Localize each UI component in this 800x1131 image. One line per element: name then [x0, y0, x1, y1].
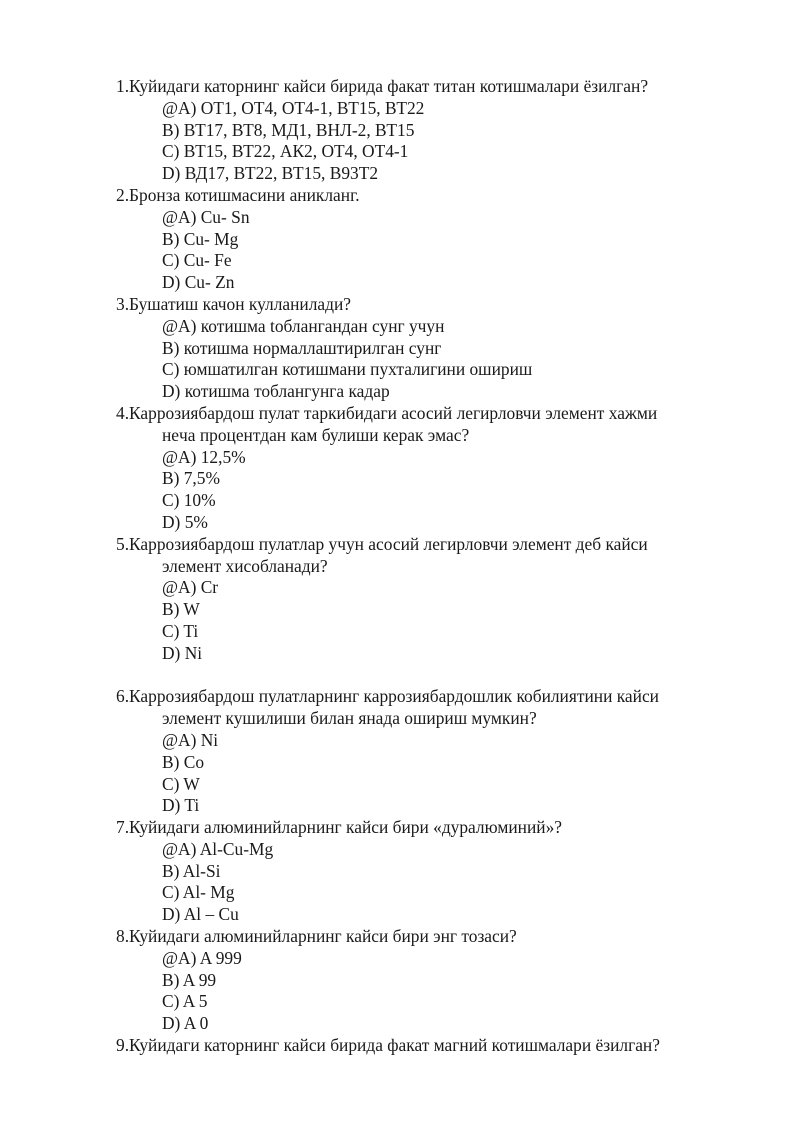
question-7	[116, 817, 756, 926]
question-text-continued: элемент хисобланади?	[162, 555, 328, 576]
question-text: 9.Куйидаги каторнинг кайси бирида факат магний котишмалари ёзилган?	[116, 1035, 660, 1056]
answer-option: @A) Al-Cu-Mg	[162, 838, 274, 859]
question-4	[116, 403, 756, 534]
answer-option: B) 7,5%	[162, 468, 220, 489]
answer-option: B) W	[162, 599, 200, 620]
question-text: 4.Каррозиябардош пулат таркибидаги асосий легирловчи элемент хажми	[116, 402, 658, 423]
question-text: 6.Каррозиябардош пулатларнинг каррозиябардошлик кобилиятини кайси	[116, 686, 659, 707]
question-5	[116, 534, 756, 665]
answer-option: B) A 99	[162, 969, 217, 990]
answer-option: C) W	[162, 773, 200, 794]
answer-option: C) юмшатилган котишмани пухталигини ошириш	[162, 359, 533, 380]
question-text-continued: элемент кушилиши билан янада ошириш мумкин?	[162, 708, 537, 729]
answer-option: D) 5%	[162, 511, 208, 532]
answer-option: D) Al – Cu	[162, 904, 239, 925]
question-text: 5.Каррозиябардош пулатлар учун асосий легирловчи элемент деб кайси	[116, 533, 648, 554]
answer-option: C) ВТ15, ВТ22, АК2, ОТ4, ОТ4-1	[162, 141, 409, 162]
answer-option: D) Ti	[162, 795, 200, 816]
answer-option: @A) Cr	[162, 577, 219, 598]
answer-option: @A) котишма toблангандан сунг учун	[162, 315, 445, 336]
question-text: 3.Бушатиш качон кулланилади?	[116, 293, 351, 314]
question-6	[116, 686, 756, 817]
answer-option: C) Cu- Fe	[162, 250, 232, 271]
answer-option: B) Cu- Mg	[162, 228, 239, 249]
question-1	[116, 76, 756, 185]
answer-option: D) котишма тоблангунга кадар	[162, 381, 390, 402]
question-text: 7.Куйидаги алюминийларнинг кайси бири «дуралюминий»?	[116, 817, 563, 838]
answer-option: C) 10%	[162, 490, 216, 511]
question-2	[116, 185, 756, 294]
answer-option: C) Ti	[162, 620, 199, 641]
question-8	[116, 926, 756, 1035]
question-text: 1.Куйидаги каторнинг кайси бирида факат титан котишмалари ёзилган?	[116, 76, 649, 96]
question-text-continued: нeча процентдан кам булиши керак эмас?	[162, 424, 470, 445]
answer-option: D) Ni	[162, 642, 203, 663]
answer-option: D) Cu- Zn	[162, 272, 235, 293]
answer-option: @A) Cu- Sn	[162, 206, 250, 227]
answer-option: B) ВТ17, ВТ8, МД1, ВНЛ-2, ВТ15	[162, 119, 415, 140]
answer-option: D) A 0	[162, 1013, 209, 1034]
test-questions	[116, 76, 756, 1057]
answer-option: @A) A 999	[162, 947, 242, 968]
question-3	[116, 294, 756, 403]
question-9	[116, 1035, 756, 1057]
answer-option: C) A 5	[162, 991, 208, 1012]
answer-option: B) котишма нормаллаштирилган сунг	[162, 337, 442, 358]
answer-option: @A) ОТ1, ОТ4, ОТ4-1, ВТ15, ВТ22	[162, 97, 425, 118]
answer-option: @A) Ni	[162, 729, 219, 750]
question-text: 2.Бронза котишмасини аникланг.	[116, 184, 360, 205]
answer-option: @A) 12,5%	[162, 446, 246, 467]
question-text: 8.Куйидаги алюминийларнинг кайси бири энг тозаси?	[116, 926, 517, 947]
blank-line	[116, 665, 756, 687]
answer-option: B) Co	[162, 751, 205, 772]
answer-option: C) Al- Mg	[162, 882, 235, 903]
answer-option: B) Al-Si	[162, 860, 221, 881]
answer-option: D) ВД17, ВТ22, ВТ15, В93Т2	[162, 163, 379, 184]
